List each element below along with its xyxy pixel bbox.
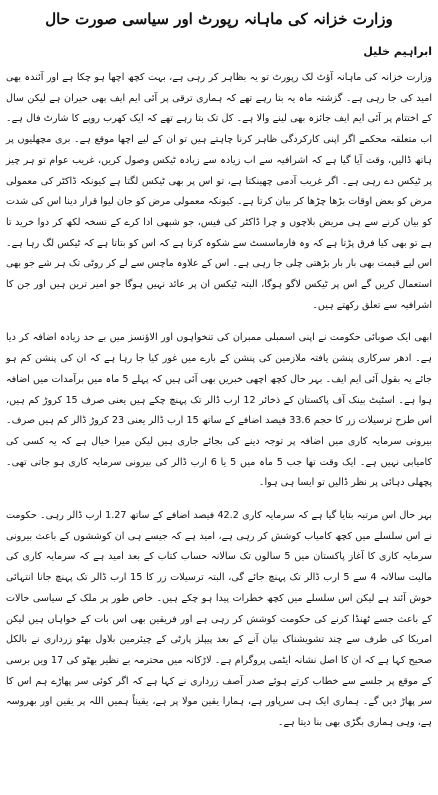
- article-byline: ابراہیم خلیل: [363, 45, 432, 58]
- article-paragraph: وزارت خزانہ کی ماہانہ آؤٹ لک رپورٹ تو یہ بظاہر کر رہی ہے، بہت کچھ اچھا ہو چکا ہے اور آئندہ بھی امید کی جا رہی ہے۔ گزشتہ ماہ یہ بتا رہے تھے کہ ہماری ترقی پر آئی ایم ایف بھی حیران ہے لیکن سال کے اختتام پر آئی ایم ایف جائزہ بھی لینے والا ہے۔ کل تک بتا رہے تھے کہ ایک کھرب روپے کا شارٹ فال ہے۔ اب متعلقہ محکمے اگر اپنی کارکردگی ظاہر کرنا چاہتے ہیں تو ان کے لیے اچھا موقع ہے۔ بری مچھلیوں پر ہاتھ ڈالیں، وقت آیا گیا ہے کہ اشرافیہ سے اب زیادہ سے زیادہ ٹیکس وصول کریں، غریب عوام تو ہر چیز پر ٹیکس دے رہی ہے۔ اگر غریب آدمی چھینکتا ہے، تو اس پر بھی ٹیکس لگتا ہے کیونکہ ڈاکٹر کی معمولی مرض کو بعض اوقات بڑھا چڑھا کر بیان کرتا ہے۔ کیونکہ معمولی مرض کو جان لیوا قرار دینا اس کی شدت کو بیان کرنے سے ہی مریض بلاچوں و چرا ڈاکٹر کی فیس، جو شبھی ادا کرے کے نسخہ لکھ کر دوا خرید تا ہے تو بھی کیا فرق پڑتا ہے کہ وہ فارماسسٹ سے شکوہ کرتا ہے کہ اس کو بتاتا ہے کہ ٹیکس لگ رہا ہے۔ اس لیے قیمت بھی بار بار بڑھتی چلی جا رہی ہے۔ اس کے علاوہ ماچس سے لے کر روٹی تک ہر شے جو بھی استعمال کریں گے اس پر ٹیکس لاگو ہوگا، البتہ ٹیکس ان پر عائد نہیں ہوگا جو امیر ترین ہیں اور جن کا اشرافیہ سے تعلق رکھتے ہیں۔: [6, 72, 432, 311]
- article-paragraph: بہر حال اس مرتبہ بتایا گیا ہے کہ سرمایہ کاری 42.2 فیصد اضافے کے ساتھ 1.27 ارب ڈالر رہی۔ حکومت نے اس سلسلے میں کچھ کامیاب کوشش کر رہی ہے، امید ہے کہ جیسے ہی ان کوششوں کے باعث بیرونی سرمایہ کاری کا آغاز پاکستان میں 5 سالوں تک سالانہ حساب کتاب کے بعد امید ہے کہ سرمایہ کاری کی مالیت سالانہ 4 سے 5 ارب ڈالر تک پہنچ جائے گی، البتہ ترسیلات زر کا 15 ارب ڈالر تک پہنچ جانا انتہائی خوش آئند ہے لیکن اس سلسلے میں کچھ خطرات پیدا ہو چکے ہیں۔ خاص طور پر ملک کے سیاسی حالات کے باعث جسے ٹھنڈا کرنے کی حکومت کوشش کر رہی ہے اور فریقین بھی اس بات کے خواہاں ہیں لیکن امریکا کی طرف سے چند تشویشناک بیان آنے کے بعد پیپلز پارٹی کے چیئرمین بلاول بھٹو زرداری نے بالکل صحیح کہا ہے کہ ان کا اصل نشانہ ایٹمی پروگرام ہے۔ لاڑکانہ میں محترمہ بے نظیر بھٹو کی 17 ویں برسی کے موقع پر جلسے سے خطاب کرتے ہوئے صدر آصف زرداری نے کہا ہے کہ اگر کوئی سر پھاڑے ہم اس کا سر پھاڑ دیں گے۔ ہماری ایک ہی سرپاور ہے، ہمارا یقین مولا پر ہے، یقیناً ہمیں اللہ پر یقین اور بھروسہ ہے، وہی ہماری بگڑی بھی بنا دیتا ہے۔: [6, 510, 433, 729]
- article-headline: وزارت خزانہ کی ماہانہ رپورٹ اور سیاسی صورت حال: [45, 10, 393, 28]
- article-body: [6, 68, 432, 734]
- article-paragraph: ابھی ایک صوبائی حکومت نے اپنی اسمبلی ممبران کی تنخواہوں اور الاؤنسز میں بے حد زیادہ اضافہ کر دیا ہے۔ ادھر سرکاری پنشن یافتہ ملازمین کی پنشن کے بارے میں غور کیا جا رہا ہے کہ ان کی پنشن کم ہو جائے یہ بقول آئی ایم ایف۔ بہر حال کچھ اچھی خبریں بھی آئی ہیں کہ پہلے 5 ماہ میں برآمدات میں اضافہ ہوا ہے۔ اسٹیٹ بینک آف پاکستان کے ذخائر 12 ارب ڈالر تک پہنچ چکے ہیں یعنی صرف 15 کروڑ کم ہیں، اس طرح ترسیلات زر کا حجم 33.6 فیصد اضافے کے ساتھ 15 ارب ڈالر یعنی 23 کروڑ ڈالر کم ہیں صرف۔ بیرونی سرمایہ کاری میں اضافہ پر توجہ دینے کی بجائے جاری ہیں لیکن میرا خیال ہے کہ یہ کسی کی کامیابی نہیں ہے۔ ایک وقت تھا جب 5 ماہ میں 5 یا 6 ارب ڈالر کی بیرونی سرمایہ کاری ہو جاتی تھی۔ پچھلی دہائی پر نظر ڈالیں تو ایسا ہی ہوا۔: [6, 332, 433, 489]
